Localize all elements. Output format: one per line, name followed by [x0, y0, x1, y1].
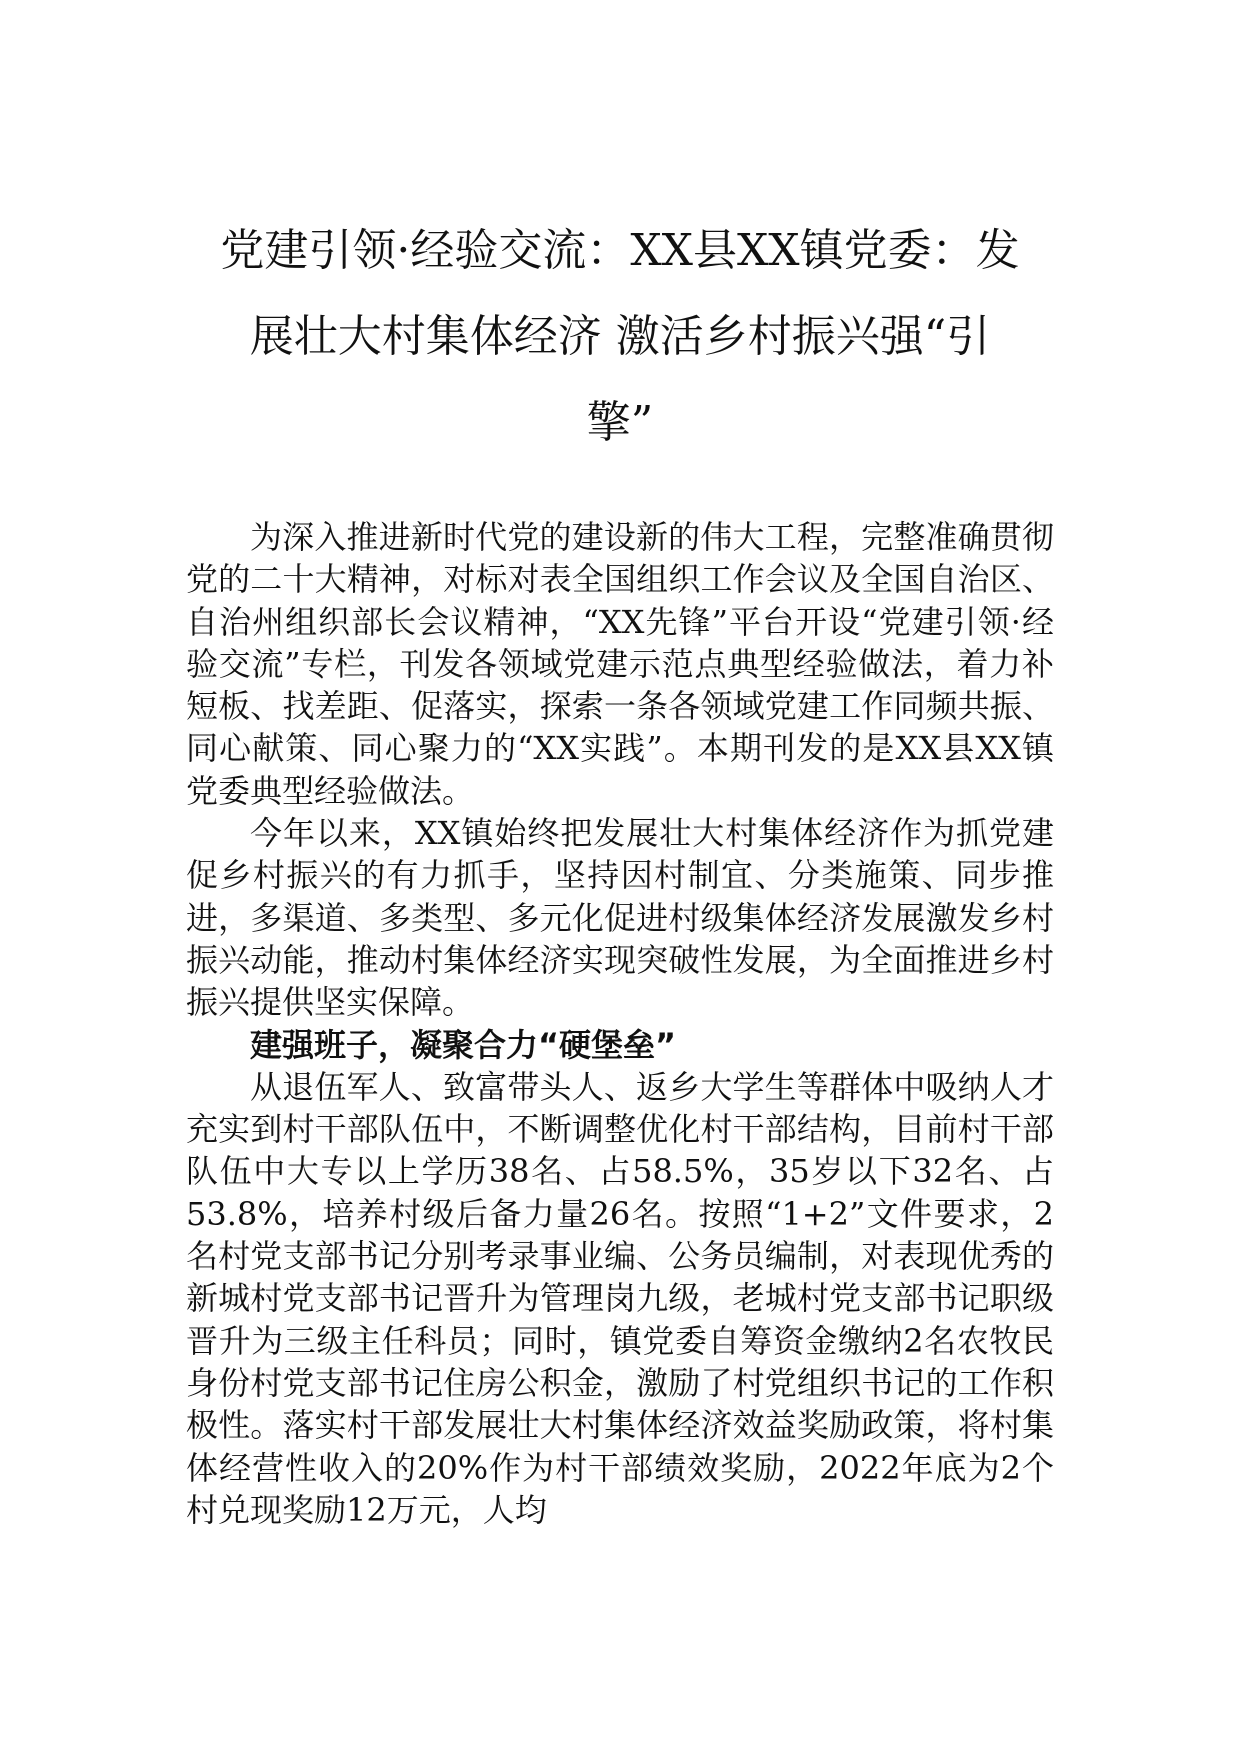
section-paragraph: 从退伍军人、致富带头人、返乡大学生等群体中吸纳人才充实到村干部队伍中，不断调整优化村干部结构，目前村干部队伍中大专以上学历38名、占58.5%，35岁以下32名、占53.8%，培养村级后备力量26名。按照“1+2”文件要求，2名村党支部书记分别考录事业编、公务员编制，对表现优秀的新城村党支部书记晋升为管理岗九级，老城村党支部书记职级晋升为三级主任科员；同时，镇党委自筹资金缴纳2名农牧民身份村党支部书记住房公积金，激励了村党组织书记的工作积极性。落实村干部发展壮大村集体经济效益奖励政策，将村集体经营性收入的20%作为村干部绩效奖励，2022年底为2个村兑现奖励12万元，人均	[186, 1067, 1054, 1529]
document-body	[186, 516, 1054, 1531]
title-line: 党建引领·经验交流：XX县XX镇党委：发	[220, 225, 1020, 276]
section-heading: 建强班子，凝聚合力“硬堡垒”	[250, 1025, 677, 1064]
intro-paragraph: 为深入推进新时代党的建设新的伟大工程，完整准确贯彻党的二十大精神，对标对表全国组织工作会议及全国自治区、自治州组织部长会议精神，“XX先锋”平台开设“党建引领·经验交流”专栏，刊发各领域党建示范点典型经验做法，着力补短板、找差距、促落实，探索一条各领域党建工作同频共振、同心献策、同心聚力的“XX实践”。本期刊发的是XX县XX镇党委典型经验做法。	[186, 518, 1054, 810]
document-title	[180, 208, 1060, 466]
title-line: 展壮大村集体经济 激活乡村振兴强“引	[249, 311, 991, 362]
title-line: 擎”	[586, 397, 654, 448]
overview-paragraph: 今年以来，XX镇始终把发展壮大村集体经济作为抓党建促乡村振兴的有力抓手，坚持因村制宜、分类施策、同步推进，多渠道、多类型、多元化促进村级集体经济发展激发乡村振兴动能，推动村集体经济实现突破性发展，为全面推进乡村振兴提供坚实保障。	[186, 814, 1054, 1022]
